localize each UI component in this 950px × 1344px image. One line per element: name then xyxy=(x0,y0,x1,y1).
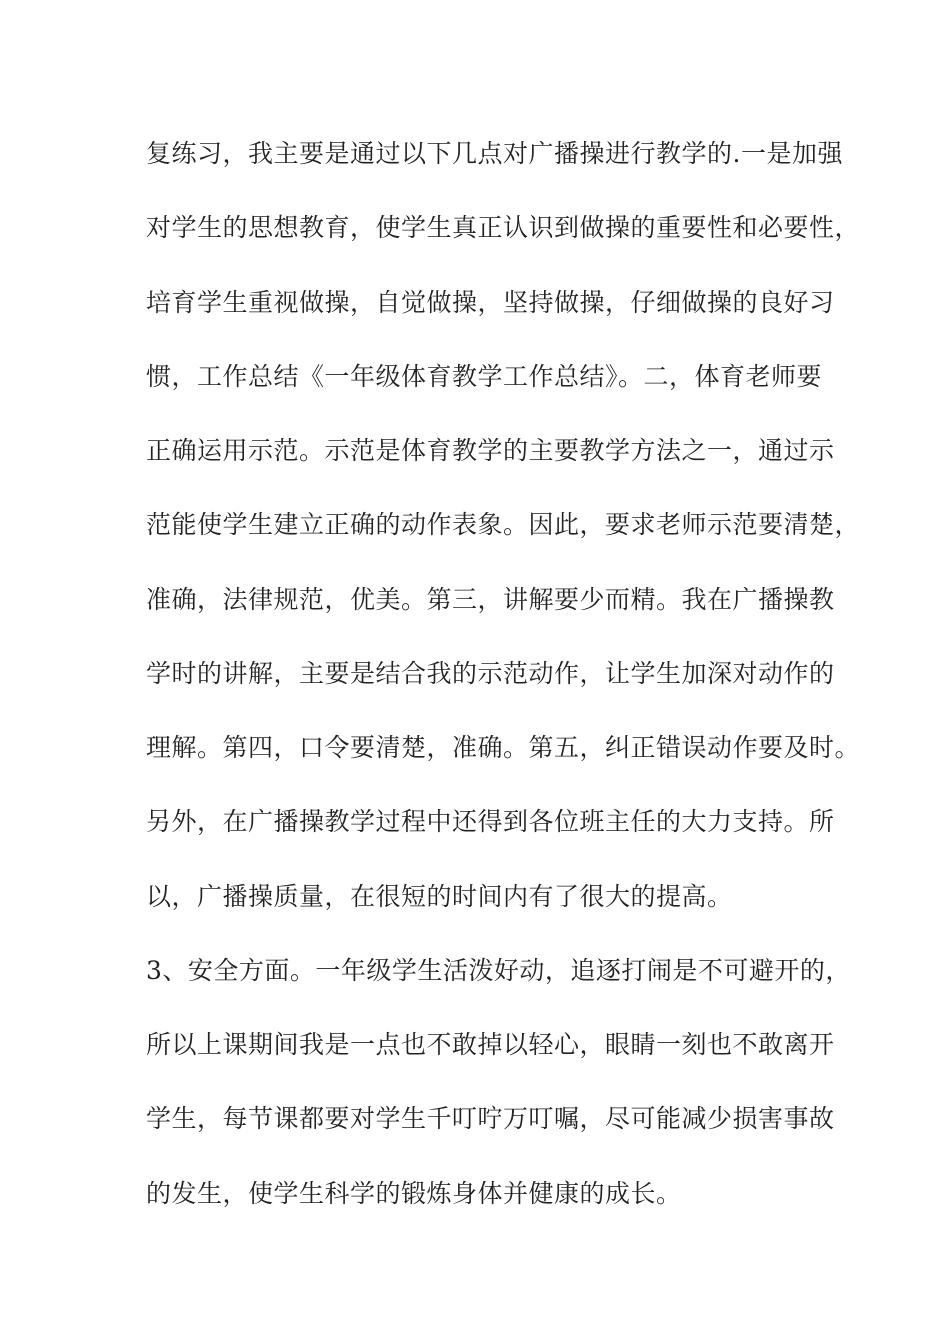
text-line: 以，广播操质量，在很短的时间内有了很大的提高。 xyxy=(146,881,733,911)
text-line: 所以上课期间我是一点也不敢掉以轻心，眼睛一刻也不敢离开 xyxy=(146,1030,835,1059)
text-line: 准确，法律规范，优美。第三，讲解要少而精。我在广播操教 xyxy=(146,584,835,614)
text-line: 复练习，我主要是通过以下几点对广播操进行教学的.一是加强 xyxy=(146,139,843,168)
text-line: 范能使学生建立正确的动作表象。因此，要求老师示范要清楚， xyxy=(146,510,861,540)
text-line: 3、安全方面。一年级学生活泼好动，追逐打闹是不可避开的， xyxy=(146,955,851,985)
text-line: 正确运用示范。示范是体育教学的主要教学方法之一，通过示 xyxy=(146,436,835,465)
text-line: 另外，在广播操教学过程中还得到各位班主任的大力支持。所 xyxy=(146,807,835,837)
text-line: 学生，每节课都要对学生千叮咛万叮嘱，尽可能减少损害事故 xyxy=(146,1104,835,1134)
body-text xyxy=(146,131,861,1245)
text-line: 惯，工作总结《一年级体育教学工作总结》。二，体育老师要 xyxy=(146,361,823,391)
text-line: 的发生，使学生科学的锻炼身体并健康的成长。 xyxy=(146,1178,682,1208)
text-line: 理解。第四，口令要清楚，准确。第五，纠正错误动作要及时。 xyxy=(146,733,861,762)
text-line: 培育学生重视做操，自觉做操，坚持做操，仔细做操的良好习 xyxy=(146,287,835,317)
text-line: 对学生的思想教育，使学生真正认识到做操的重要性和必要性， xyxy=(146,213,861,243)
text-line: 学时的讲解，主要是结合我的示范动作，让学生加深对动作的 xyxy=(146,658,835,688)
